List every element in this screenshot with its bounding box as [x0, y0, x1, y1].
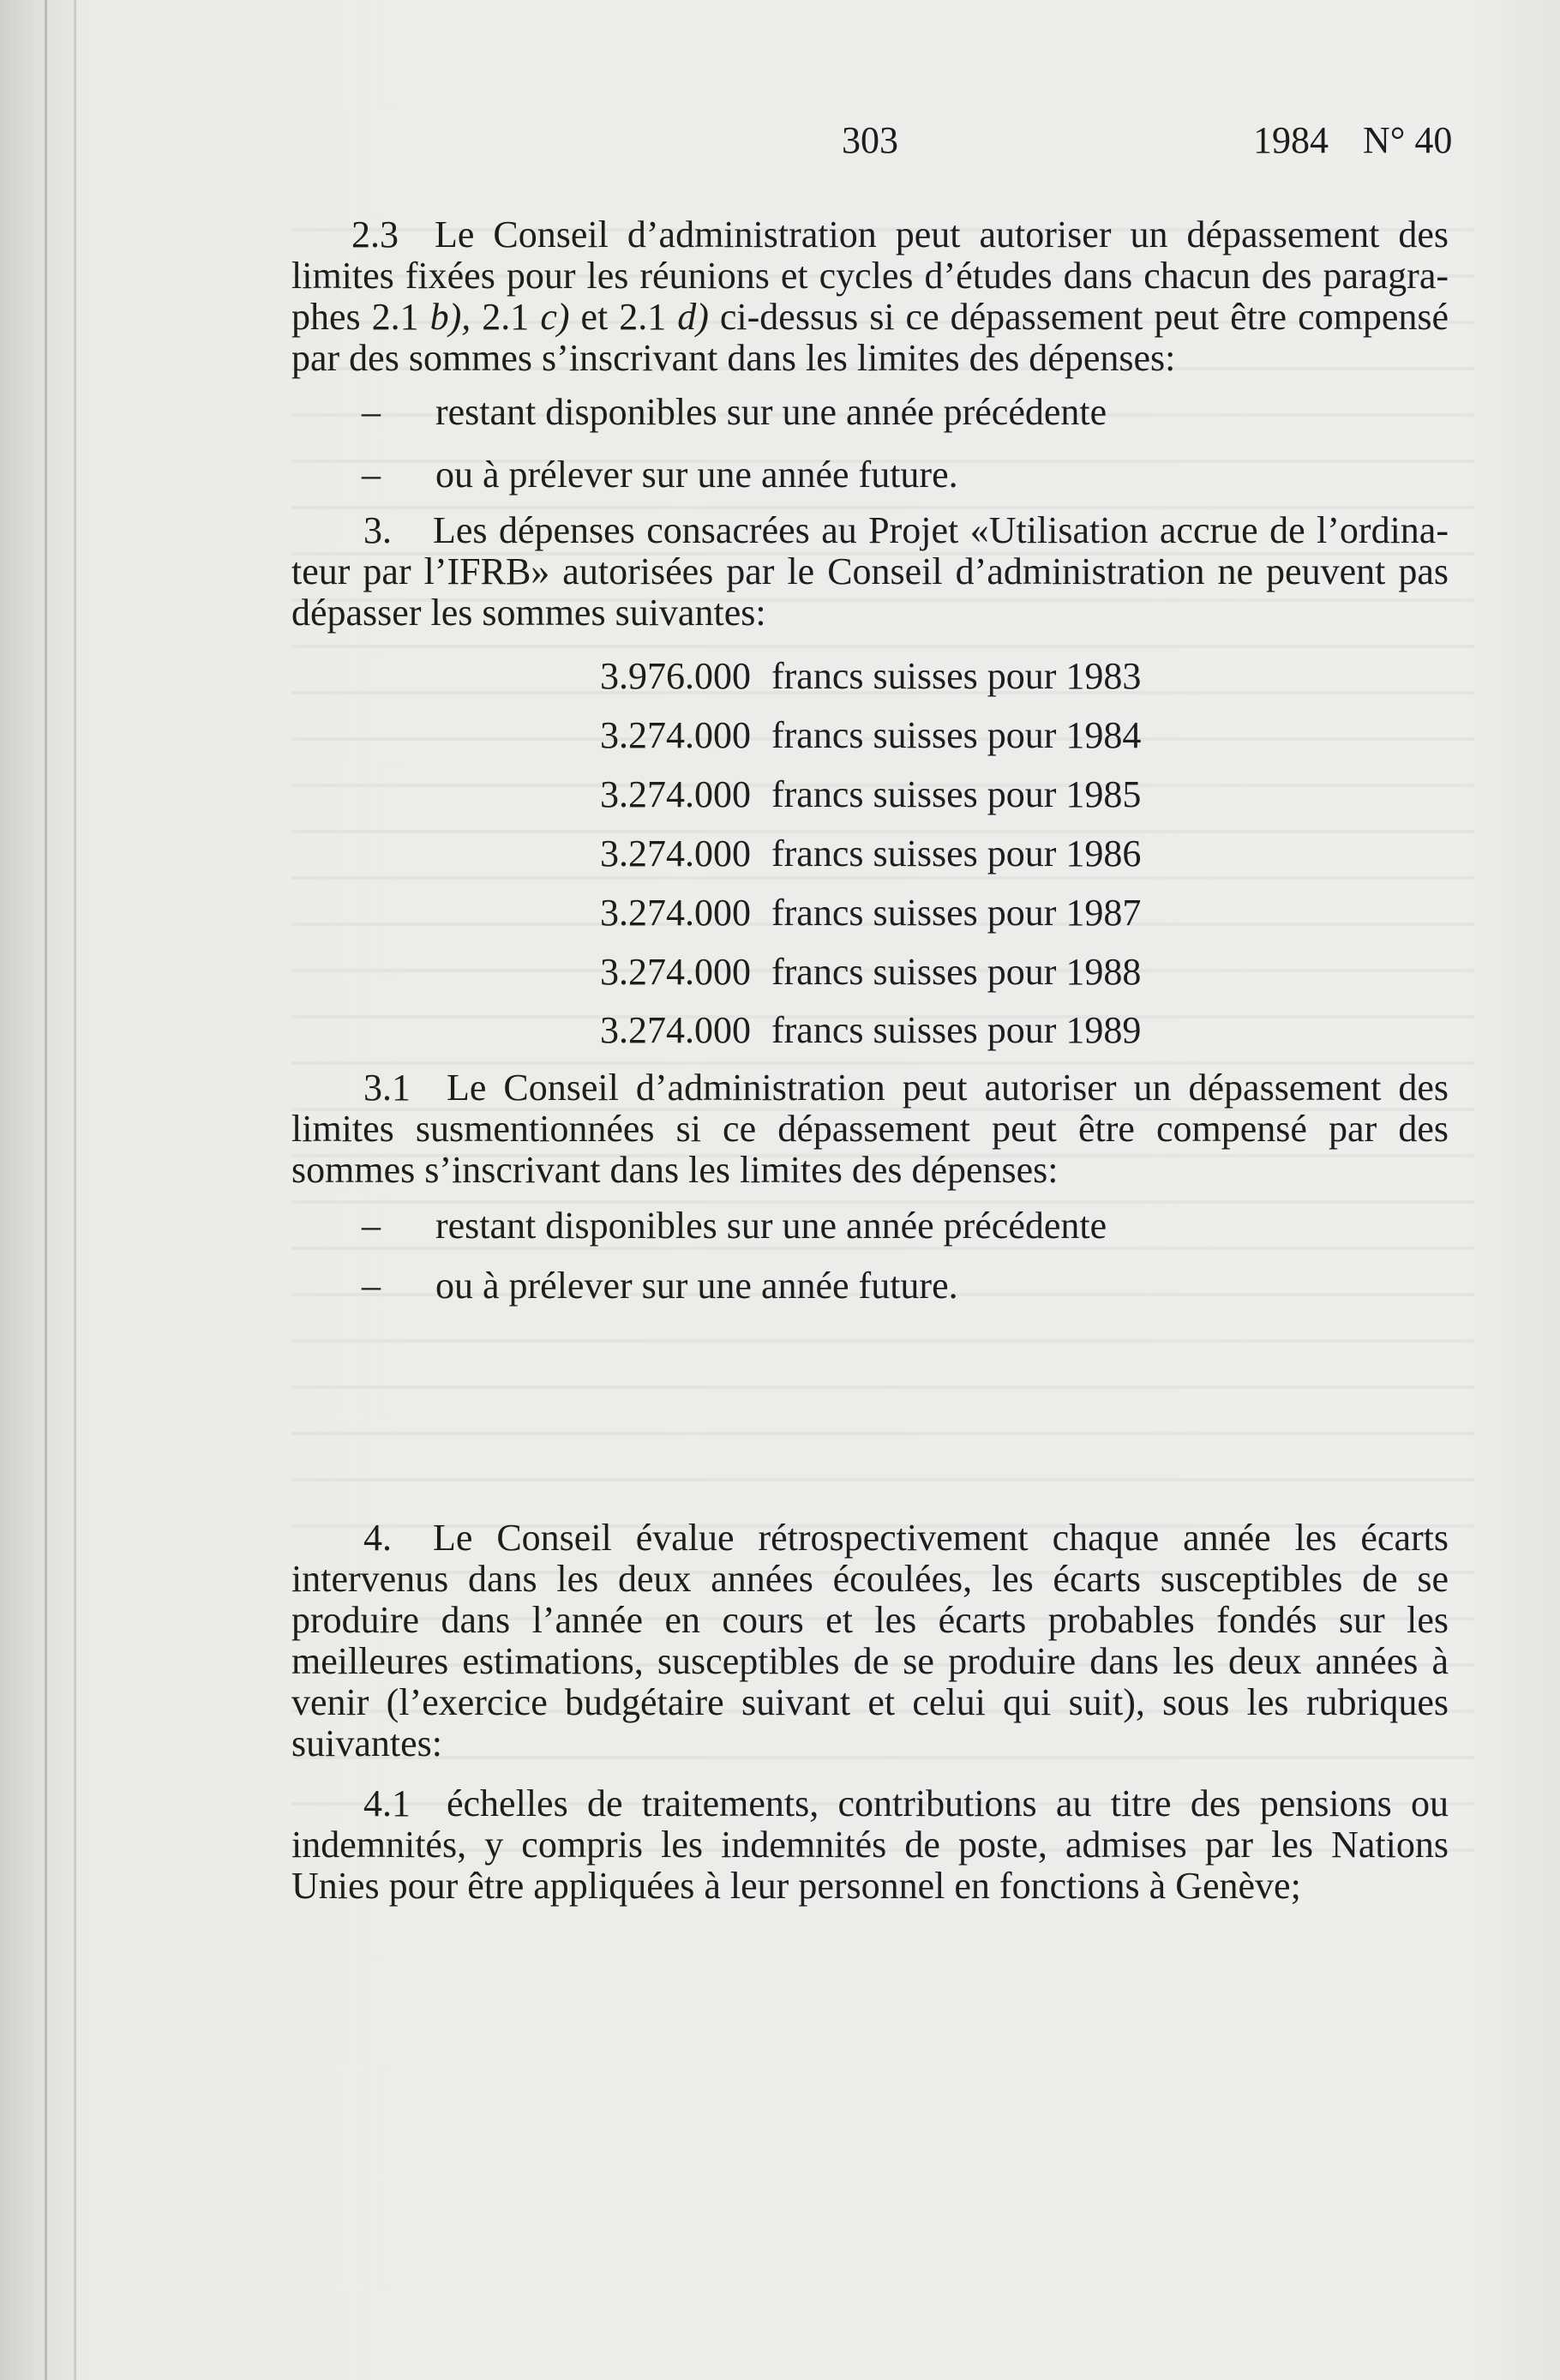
section-number: 3.1 [363, 1067, 411, 1109]
text-line: dépasser les sommes suivantes: [291, 592, 766, 634]
paragraph-4-1 [291, 1783, 1449, 1907]
paragraph-3-1 [291, 1067, 1449, 1191]
amount-label: francs suisses pour 1989 [771, 1009, 1142, 1051]
amount-value: 3.274.000 [600, 892, 751, 934]
section-number: 4. [363, 1517, 392, 1559]
text-line: 4.1 échelles de traitements, contributions au titre des pensions ou [291, 1783, 1449, 1824]
amount-label: francs suisses pour 1983 [771, 655, 1142, 697]
dash-bullet: – [362, 1265, 381, 1307]
dash-bullet: – [362, 454, 381, 496]
binding-edge [45, 0, 47, 2380]
text-line: venir (l’exercice budgétaire suivant et celui qui suit), sous les rubriques [291, 1681, 1449, 1723]
section-number: 2.3 [351, 213, 399, 255]
text-line: intervenus dans les deux années écoulées, les écarts susceptibles de se [291, 1558, 1449, 1600]
amount-value: 3.274.000 [600, 832, 751, 874]
text-line: sommes s’inscrivant dans les limites des dépenses: [291, 1149, 1059, 1191]
amount-label: francs suisses pour 1988 [771, 951, 1142, 993]
text-line: suivantes: [291, 1722, 442, 1764]
paragraph-3 [291, 510, 1449, 634]
amount-value: 3.274.000 [600, 773, 751, 815]
list-item: ou à prélever sur une année future. [435, 1265, 958, 1307]
text-line: Unies pour être appliquées à leur personnel en fonctions à Genève; [291, 1865, 1301, 1907]
dash-bullet: – [362, 1205, 381, 1247]
list-item: restant disponibles sur une année précédente [435, 391, 1107, 433]
amount-label: francs suisses pour 1984 [771, 714, 1142, 756]
paragraph-2-3 [291, 214, 1449, 379]
text-line: limites fixées pour les réunions et cycles d’études dans chacun des paragra- [291, 255, 1449, 297]
page-number: 303 [842, 119, 898, 161]
amount-value: 3.274.000 [600, 714, 751, 756]
list-item: ou à prélever sur une année future. [435, 454, 958, 496]
text-line: phes 2.1 b), 2.1 c) et 2.1 d) ci-dessus si ce dépassement peut être compensé [291, 296, 1449, 338]
paragraph-4 [291, 1518, 1449, 1764]
text-line: 3. Les dépenses consacrées au Projet «Utilisation accrue de l’ordina- [291, 510, 1449, 551]
text-line: 4. Le Conseil évalue rétrospectivement chaque année les écarts [291, 1518, 1449, 1559]
text-line: indemnités, y compris les indemnités de poste, admises par les Nations [291, 1824, 1449, 1866]
text-line: par des sommes s’inscrivant dans les limites des dépenses: [291, 337, 1176, 379]
text-line: 3.1 Le Conseil d’administration peut autoriser un dépassement des [291, 1067, 1449, 1109]
text-line: teur par l’IFRB» autorisées par le Conseil d’administration ne peuvent pas [291, 550, 1449, 592]
text-line: produire dans l’année en cours et les écarts probables fondés sur les [291, 1599, 1449, 1641]
binding-edge [74, 0, 76, 2380]
section-number: 4.1 [363, 1782, 411, 1824]
text-line: 2.3 Le Conseil d’administration peut autoriser un dépassement des [291, 214, 1449, 255]
text-line: meilleures estimations, susceptibles de se produire dans les deux années à [291, 1640, 1449, 1682]
text-line: limites susmentionnées si ce dépassement peut être compensé par des [291, 1108, 1449, 1150]
section-number: 3. [363, 509, 392, 551]
header-number: N° 40 [1363, 119, 1453, 161]
amount-label: francs suisses pour 1985 [771, 773, 1142, 815]
amount-label: francs suisses pour 1987 [771, 892, 1142, 934]
header-year: 1984 [1253, 119, 1329, 161]
dash-bullet: – [362, 391, 381, 433]
amount-value: 3.274.000 [600, 1009, 751, 1051]
amount-value: 3.274.000 [600, 951, 751, 993]
amount-label: francs suisses pour 1986 [771, 832, 1142, 874]
list-item: restant disponibles sur une année précédente [435, 1205, 1107, 1247]
amount-value: 3.976.000 [600, 655, 751, 697]
